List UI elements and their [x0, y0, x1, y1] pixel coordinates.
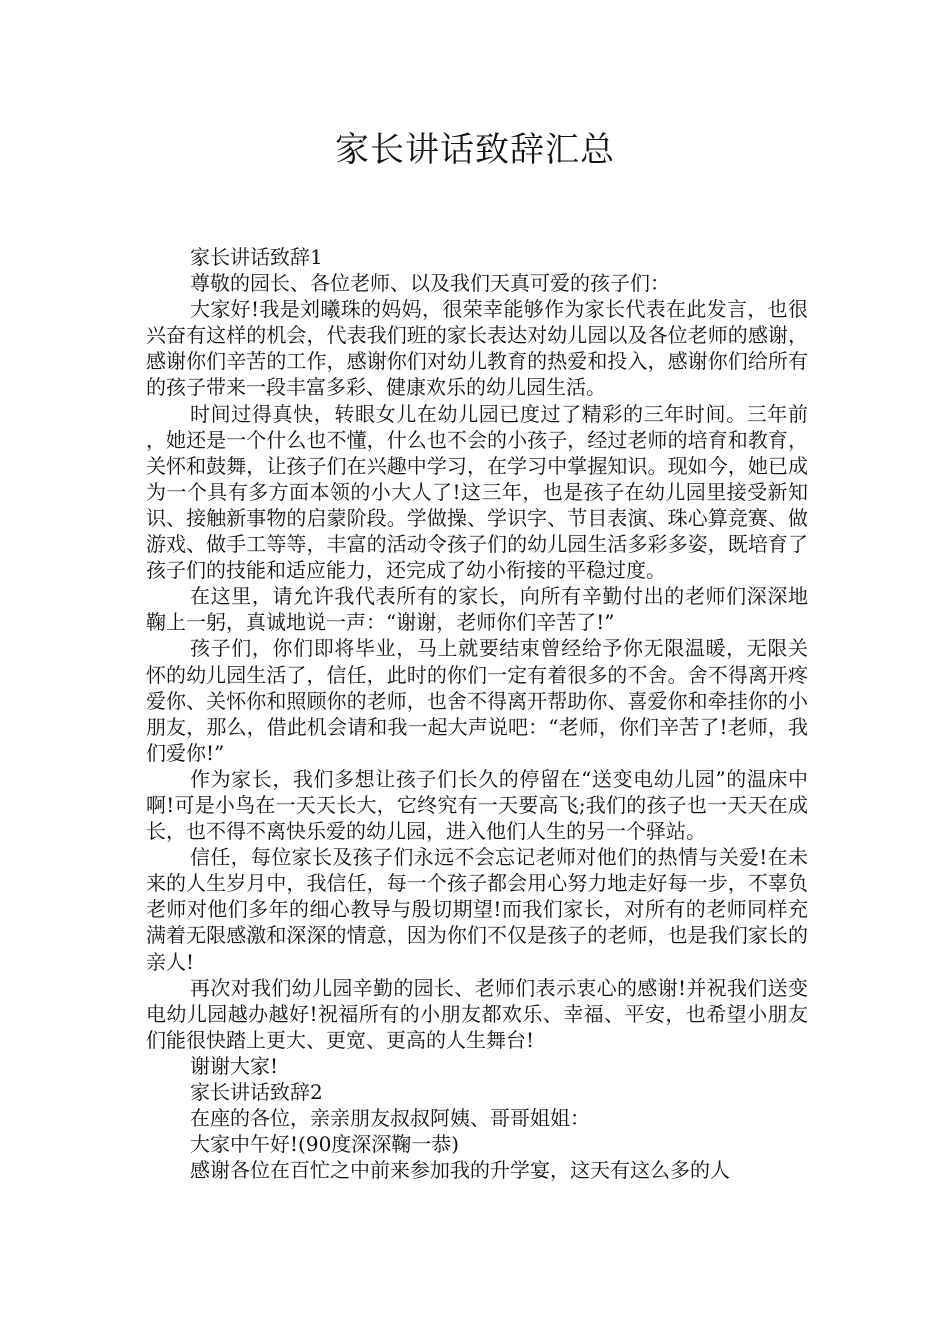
body-paragraph: 信任，每位家长及孩子们永远不会忘记老师对他们的热情与关爱!在未来的人生岁月中，我信任，每一个孩子都会用心努力地走好每一步，不辜负老师对他们多年的细心教导与殷切期望!而我们家长，对所有的老师同样充满着无限感激和深深的情意，因为你们不仅是孩子的老师，也是我们家长的亲人!: [146, 845, 808, 974]
body-paragraph: 在这里，请允许我代表所有的家长，向所有辛勤付出的老师们深深地鞠上一躬，真诚地说一声：“谢谢，老师你们辛苦了!”: [146, 584, 808, 635]
body-paragraph: 时间过得真快，转眼女儿在幼儿园已度过了精彩的三年时间。三年前，她还是一个什么也不懂，什么也不会的小孩子，经过老师的培育和教育，关怀和鼓舞，让孩子们在兴趣中学习，在学习中掌握知识。现如今，她已成为一个具有多方面本领的小大人了!这三年，也是孩子在幼儿园里接受新知识、接触新事物的启蒙阶段。学做操、学识字、节目表演、珠心算竞赛、做游戏、做手工等等，丰富的活动令孩子们的幼儿园生活多彩多姿，既培育了孩子们的技能和适应能力，还完成了幼小衔接的平稳过度。: [146, 401, 808, 583]
body-paragraph: 大家好!我是刘曦珠的妈妈，很荣幸能够作为家长代表在此发言，也很兴奋有这样的机会，代表我们班的家长表达对幼儿园以及各位老师的感谢，感谢你们辛苦的工作，感谢你们对幼儿教育的热爱和投入，感谢你们给所有的孩子带来一段丰富多彩、健康欢乐的幼儿园生活。: [146, 297, 808, 400]
section-heading: 家长讲话致辞2: [190, 1080, 323, 1104]
document-body: [146, 244, 808, 1183]
salutation: 尊敬的园长、各位老师、以及我们天真可爱的孩子们：: [190, 271, 670, 296]
document-title: 家长讲话致辞汇总: [335, 130, 615, 170]
body-paragraph: 作为家长，我们多想让孩子们长久的停留在“送变电幼儿园”的温床中啊!可是小鸟在一天天长大，它终究有一天要高飞;我们的孩子也一天天在成长，也不得不离快乐爱的幼儿园，进入他们人生的另一个驿站。: [146, 766, 808, 844]
salutation: 在座的各位，亲亲朋友叔叔阿姨、哥哥姐姐：: [190, 1106, 590, 1131]
section-heading: 家长讲话致辞1: [190, 245, 323, 269]
body-paragraph: 感谢各位在百忙之中前来参加我的升学宴，这天有这么多的人: [190, 1158, 730, 1183]
body-paragraph: 大家中午好!(90度深深鞠一恭): [190, 1132, 460, 1157]
body-paragraph: 再次对我们幼儿园辛勤的园长、老师们表示衷心的感谢!并祝我们送变电幼儿园越办越好!祝福所有的小朋友都欢乐、幸福、平安，也希望小朋友们能很快踏上更大、更宽、更高的人生舞台!: [146, 975, 808, 1052]
body-paragraph: 孩子们，你们即将毕业，马上就要结束曾经给予你无限温暖，无限关怀的幼儿园生活了，信任，此时的你们一定有着很多的不舍。舍不得离开疼爱你、关怀你和照顾你的老师，也舍不得离开帮助你、喜爱你和牵挂你的小朋友，那么，借此机会请和我一起大声说吧：“老师，你们辛苦了!老师，我们爱你!”: [146, 636, 808, 765]
closing-line: 谢谢大家!: [190, 1053, 279, 1078]
